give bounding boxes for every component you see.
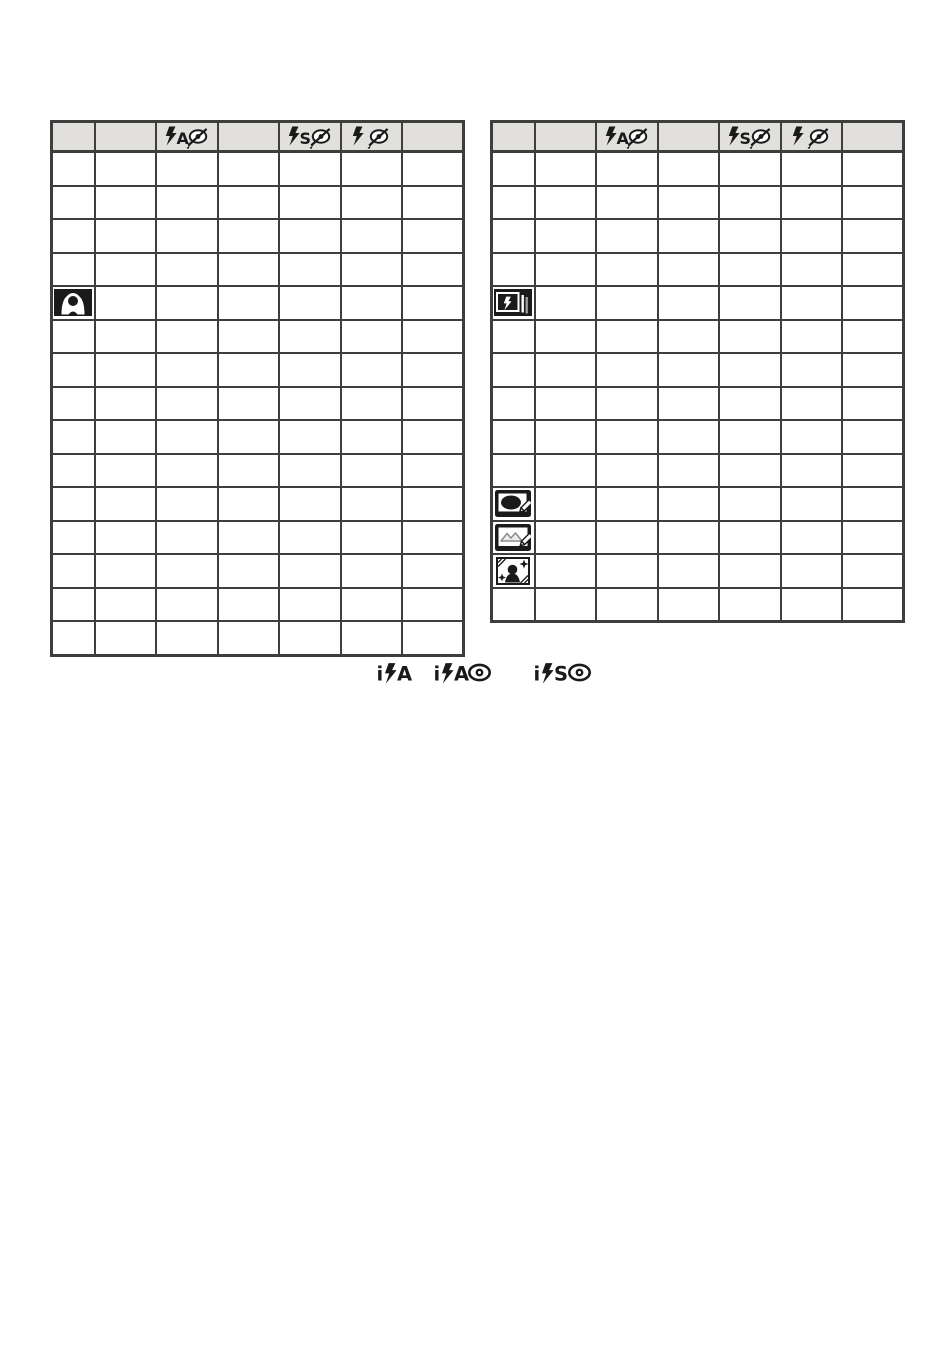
table-cell xyxy=(781,588,843,622)
table-cell xyxy=(95,320,157,354)
table-cell xyxy=(842,387,904,421)
table-cell xyxy=(218,554,280,588)
table-cell xyxy=(658,253,720,287)
table-cell xyxy=(156,554,218,588)
table-cell xyxy=(279,521,341,555)
table-cell xyxy=(842,420,904,454)
table-cell xyxy=(341,621,403,655)
table-cell xyxy=(402,554,464,588)
table-cell xyxy=(492,521,535,555)
table-cell xyxy=(535,320,597,354)
table-cell xyxy=(658,320,720,354)
table-cell xyxy=(402,286,464,320)
table-cell xyxy=(52,420,95,454)
table-cell xyxy=(842,152,904,186)
table-row xyxy=(52,588,464,622)
table-cell xyxy=(842,253,904,287)
header-cell xyxy=(95,122,157,152)
table-cell xyxy=(596,554,658,588)
table-cell xyxy=(95,554,157,588)
table-cell xyxy=(52,521,95,555)
pin-hole-icon xyxy=(495,493,531,512)
table-row xyxy=(492,588,904,622)
table-cell xyxy=(95,286,157,320)
table-cell xyxy=(341,320,403,354)
table-cell xyxy=(842,554,904,588)
table-cell xyxy=(781,219,843,253)
table-cell xyxy=(52,353,95,387)
table-cell xyxy=(218,186,280,220)
flash-forced-red-eye-icon xyxy=(351,126,391,145)
table-cell xyxy=(95,387,157,421)
table-cell xyxy=(218,253,280,287)
table-cell xyxy=(535,353,597,387)
header-cell xyxy=(492,122,535,152)
table-cell xyxy=(719,320,781,354)
flash-burst-icon xyxy=(494,292,532,311)
table-cell xyxy=(596,387,658,421)
table-cell xyxy=(492,487,535,521)
table-row xyxy=(492,521,904,555)
header-cell xyxy=(658,122,720,152)
table-cell xyxy=(279,320,341,354)
table-cell xyxy=(658,219,720,253)
table-cell xyxy=(781,320,843,354)
table-row xyxy=(52,286,464,320)
table-cell xyxy=(52,621,95,655)
table-cell xyxy=(218,320,280,354)
table-cell xyxy=(95,487,157,521)
table-cell xyxy=(535,588,597,622)
table-cell xyxy=(156,353,218,387)
table-cell xyxy=(781,152,843,186)
table-cell xyxy=(842,286,904,320)
table-cell xyxy=(658,186,720,220)
flash-mode-icons-row xyxy=(376,660,593,685)
table-cell xyxy=(492,420,535,454)
header-cell xyxy=(52,122,95,152)
table-cell xyxy=(719,420,781,454)
table-cell xyxy=(402,588,464,622)
table-cell xyxy=(341,554,403,588)
table-cell xyxy=(341,186,403,220)
table-cell xyxy=(842,521,904,555)
table-cell xyxy=(535,152,597,186)
table-cell xyxy=(781,554,843,588)
table-cell xyxy=(842,588,904,622)
table-row xyxy=(492,186,904,220)
table-row xyxy=(52,387,464,421)
table-cell xyxy=(535,387,597,421)
table-cell xyxy=(52,487,95,521)
table-cell xyxy=(279,219,341,253)
table-cell xyxy=(156,588,218,622)
table-cell xyxy=(492,353,535,387)
table-cell xyxy=(658,152,720,186)
table-row xyxy=(492,487,904,521)
table-cell xyxy=(719,286,781,320)
table-cell xyxy=(842,219,904,253)
table-cell xyxy=(279,353,341,387)
table-cell xyxy=(596,286,658,320)
table-cell xyxy=(52,152,95,186)
table-cell xyxy=(492,588,535,622)
table-cell xyxy=(341,353,403,387)
table-cell xyxy=(218,487,280,521)
table-cell xyxy=(781,353,843,387)
table-cell xyxy=(95,420,157,454)
table-cell xyxy=(492,554,535,588)
table-cell xyxy=(781,420,843,454)
table-cell xyxy=(402,454,464,488)
table-cell xyxy=(596,588,658,622)
table-row xyxy=(52,186,464,220)
table-cell xyxy=(658,387,720,421)
table-cell xyxy=(95,521,157,555)
table-cell xyxy=(658,420,720,454)
table-cell xyxy=(719,186,781,220)
table-cell xyxy=(279,420,341,454)
table-row xyxy=(492,454,904,488)
table-cell xyxy=(402,521,464,555)
table-header-row xyxy=(492,122,904,152)
table-cell xyxy=(535,420,597,454)
table-cell xyxy=(52,588,95,622)
table-cell xyxy=(781,253,843,287)
table-cell xyxy=(52,253,95,287)
photo-frame-icon xyxy=(496,560,530,579)
header-cell xyxy=(156,122,218,152)
table-cell xyxy=(658,554,720,588)
table-cell xyxy=(341,152,403,186)
table-cell xyxy=(52,320,95,354)
table-cell xyxy=(781,286,843,320)
table-cell xyxy=(52,286,95,320)
table-row xyxy=(492,253,904,287)
table-cell xyxy=(658,588,720,622)
svg-text:A: A xyxy=(176,128,189,148)
table-cell xyxy=(156,253,218,287)
svg-text:S: S xyxy=(554,662,569,685)
table-row xyxy=(52,420,464,454)
table-row xyxy=(492,420,904,454)
table-header-row xyxy=(52,122,464,152)
table-cell xyxy=(402,320,464,354)
table-cell xyxy=(402,186,464,220)
table-cell xyxy=(658,487,720,521)
table-cell xyxy=(156,621,218,655)
table-cell xyxy=(535,521,597,555)
table-cell xyxy=(95,152,157,186)
table-cell xyxy=(156,320,218,354)
table-cell xyxy=(719,521,781,555)
table-cell xyxy=(95,186,157,220)
table-cell xyxy=(535,253,597,287)
table-cell xyxy=(156,152,218,186)
table-row xyxy=(492,219,904,253)
header-cell xyxy=(719,122,781,152)
table-cell xyxy=(596,186,658,220)
table-cell xyxy=(279,152,341,186)
table-cell xyxy=(156,219,218,253)
table-cell xyxy=(218,521,280,555)
table-cell xyxy=(492,186,535,220)
table-cell xyxy=(719,588,781,622)
table-cell xyxy=(95,588,157,622)
table-cell xyxy=(341,387,403,421)
table-cell xyxy=(218,454,280,488)
table-cell xyxy=(218,286,280,320)
flash-auto-red-eye-icon xyxy=(604,126,650,148)
intelligent-flash-auto-icon xyxy=(376,660,412,685)
table-cell xyxy=(658,454,720,488)
table-cell xyxy=(402,152,464,186)
header-cell xyxy=(341,122,403,152)
table-row xyxy=(52,320,464,354)
table-cell xyxy=(535,219,597,253)
table-cell xyxy=(596,454,658,488)
table-cell xyxy=(492,454,535,488)
table-cell xyxy=(402,621,464,655)
table-cell xyxy=(535,186,597,220)
table-cell xyxy=(596,353,658,387)
table-cell xyxy=(279,454,341,488)
table-cell xyxy=(596,521,658,555)
table-cell xyxy=(719,253,781,287)
table-cell xyxy=(341,454,403,488)
table-row xyxy=(492,286,904,320)
table-cell xyxy=(341,521,403,555)
table-cell xyxy=(279,588,341,622)
table-cell xyxy=(781,387,843,421)
table-cell xyxy=(156,387,218,421)
table-row xyxy=(52,454,464,488)
table-cell xyxy=(402,353,464,387)
flash-slow-sync-red-eye-icon xyxy=(287,126,333,148)
table-cell xyxy=(842,487,904,521)
table-cell xyxy=(156,286,218,320)
table-cell xyxy=(95,219,157,253)
table-cell xyxy=(658,353,720,387)
table-cell xyxy=(279,253,341,287)
table-cell xyxy=(156,487,218,521)
flash-slow-sync-red-eye-icon xyxy=(727,126,773,148)
table-cell xyxy=(596,487,658,521)
table-cell xyxy=(341,487,403,521)
table-cell xyxy=(719,454,781,488)
table-cell xyxy=(596,253,658,287)
svg-text:S: S xyxy=(739,128,751,148)
table-cell xyxy=(402,387,464,421)
header-cell xyxy=(535,122,597,152)
table-row xyxy=(492,554,904,588)
table-cell xyxy=(52,454,95,488)
table-cell xyxy=(492,320,535,354)
table-cell xyxy=(535,487,597,521)
table-cell xyxy=(218,387,280,421)
table-row xyxy=(492,152,904,186)
table-cell xyxy=(402,219,464,253)
film-grain-icon xyxy=(495,527,531,546)
table-cell xyxy=(719,219,781,253)
flash-settings-table-right xyxy=(490,120,905,623)
table-row xyxy=(492,387,904,421)
table-cell xyxy=(492,387,535,421)
table-cell xyxy=(95,454,157,488)
table-cell xyxy=(218,588,280,622)
table-cell xyxy=(492,253,535,287)
table-cell xyxy=(95,253,157,287)
table-cell xyxy=(402,487,464,521)
flash-settings-table-left xyxy=(50,120,465,657)
table-cell xyxy=(596,420,658,454)
table-row xyxy=(52,521,464,555)
table-cell xyxy=(95,353,157,387)
table-cell xyxy=(719,387,781,421)
table-cell xyxy=(341,219,403,253)
table-row xyxy=(52,219,464,253)
table-cell xyxy=(535,286,597,320)
table-cell xyxy=(279,186,341,220)
svg-text:i: i xyxy=(433,662,441,685)
table-cell xyxy=(842,186,904,220)
table-cell xyxy=(218,152,280,186)
svg-text:A: A xyxy=(454,662,470,685)
table-cell xyxy=(492,286,535,320)
table-cell xyxy=(95,621,157,655)
table-cell xyxy=(279,387,341,421)
flash-settings-table-left xyxy=(50,120,465,657)
svg-text:A: A xyxy=(397,662,412,685)
table-cell xyxy=(279,621,341,655)
table-row xyxy=(52,554,464,588)
table-cell xyxy=(535,454,597,488)
table-cell xyxy=(341,420,403,454)
table-cell xyxy=(52,387,95,421)
svg-text:S: S xyxy=(299,128,311,148)
header-cell xyxy=(781,122,843,152)
table-cell xyxy=(218,420,280,454)
table-cell xyxy=(341,286,403,320)
table-cell xyxy=(402,420,464,454)
table-cell xyxy=(52,554,95,588)
table-cell xyxy=(341,253,403,287)
flash-forced-red-eye-icon xyxy=(791,126,831,145)
table-cell xyxy=(596,219,658,253)
table-row xyxy=(52,152,464,186)
table-cell xyxy=(279,487,341,521)
table-row xyxy=(52,621,464,655)
table-row xyxy=(492,353,904,387)
header-cell xyxy=(596,122,658,152)
table-cell xyxy=(279,286,341,320)
table-cell xyxy=(156,186,218,220)
table-cell xyxy=(535,554,597,588)
table-cell xyxy=(402,253,464,287)
table-cell xyxy=(52,186,95,220)
table-cell xyxy=(156,420,218,454)
table-cell xyxy=(719,152,781,186)
table-cell xyxy=(842,353,904,387)
svg-text:i: i xyxy=(376,662,384,685)
table-cell xyxy=(781,454,843,488)
svg-text:A: A xyxy=(616,128,629,148)
table-cell xyxy=(341,588,403,622)
table-cell xyxy=(156,521,218,555)
table-cell xyxy=(842,320,904,354)
intelligent-flash-auto-red-eye-icon xyxy=(433,660,493,685)
table-cell xyxy=(781,521,843,555)
table-cell xyxy=(596,152,658,186)
flash-settings-table-right xyxy=(490,120,905,623)
table-row xyxy=(52,487,464,521)
flash-auto-red-eye-icon xyxy=(164,126,210,148)
table-cell xyxy=(279,554,341,588)
table-cell xyxy=(781,186,843,220)
table-cell xyxy=(492,219,535,253)
table-cell xyxy=(52,219,95,253)
table-cell xyxy=(781,487,843,521)
header-cell xyxy=(402,122,464,152)
table-cell xyxy=(218,353,280,387)
intelligent-flash-slow-sync-red-eye-icon xyxy=(533,660,593,685)
table-row xyxy=(52,353,464,387)
table-cell xyxy=(218,621,280,655)
header-cell xyxy=(279,122,341,152)
table-cell xyxy=(842,454,904,488)
table-cell xyxy=(719,353,781,387)
night-portrait-icon xyxy=(54,292,92,311)
table-cell xyxy=(719,554,781,588)
table-cell xyxy=(719,487,781,521)
table-cell xyxy=(658,521,720,555)
table-cell xyxy=(596,320,658,354)
table-cell xyxy=(218,219,280,253)
table-cell xyxy=(492,152,535,186)
table-cell xyxy=(156,454,218,488)
table-row xyxy=(52,253,464,287)
table-row xyxy=(492,320,904,354)
header-cell xyxy=(218,122,280,152)
table-cell xyxy=(658,286,720,320)
header-cell xyxy=(842,122,904,152)
svg-text:i: i xyxy=(533,662,541,685)
